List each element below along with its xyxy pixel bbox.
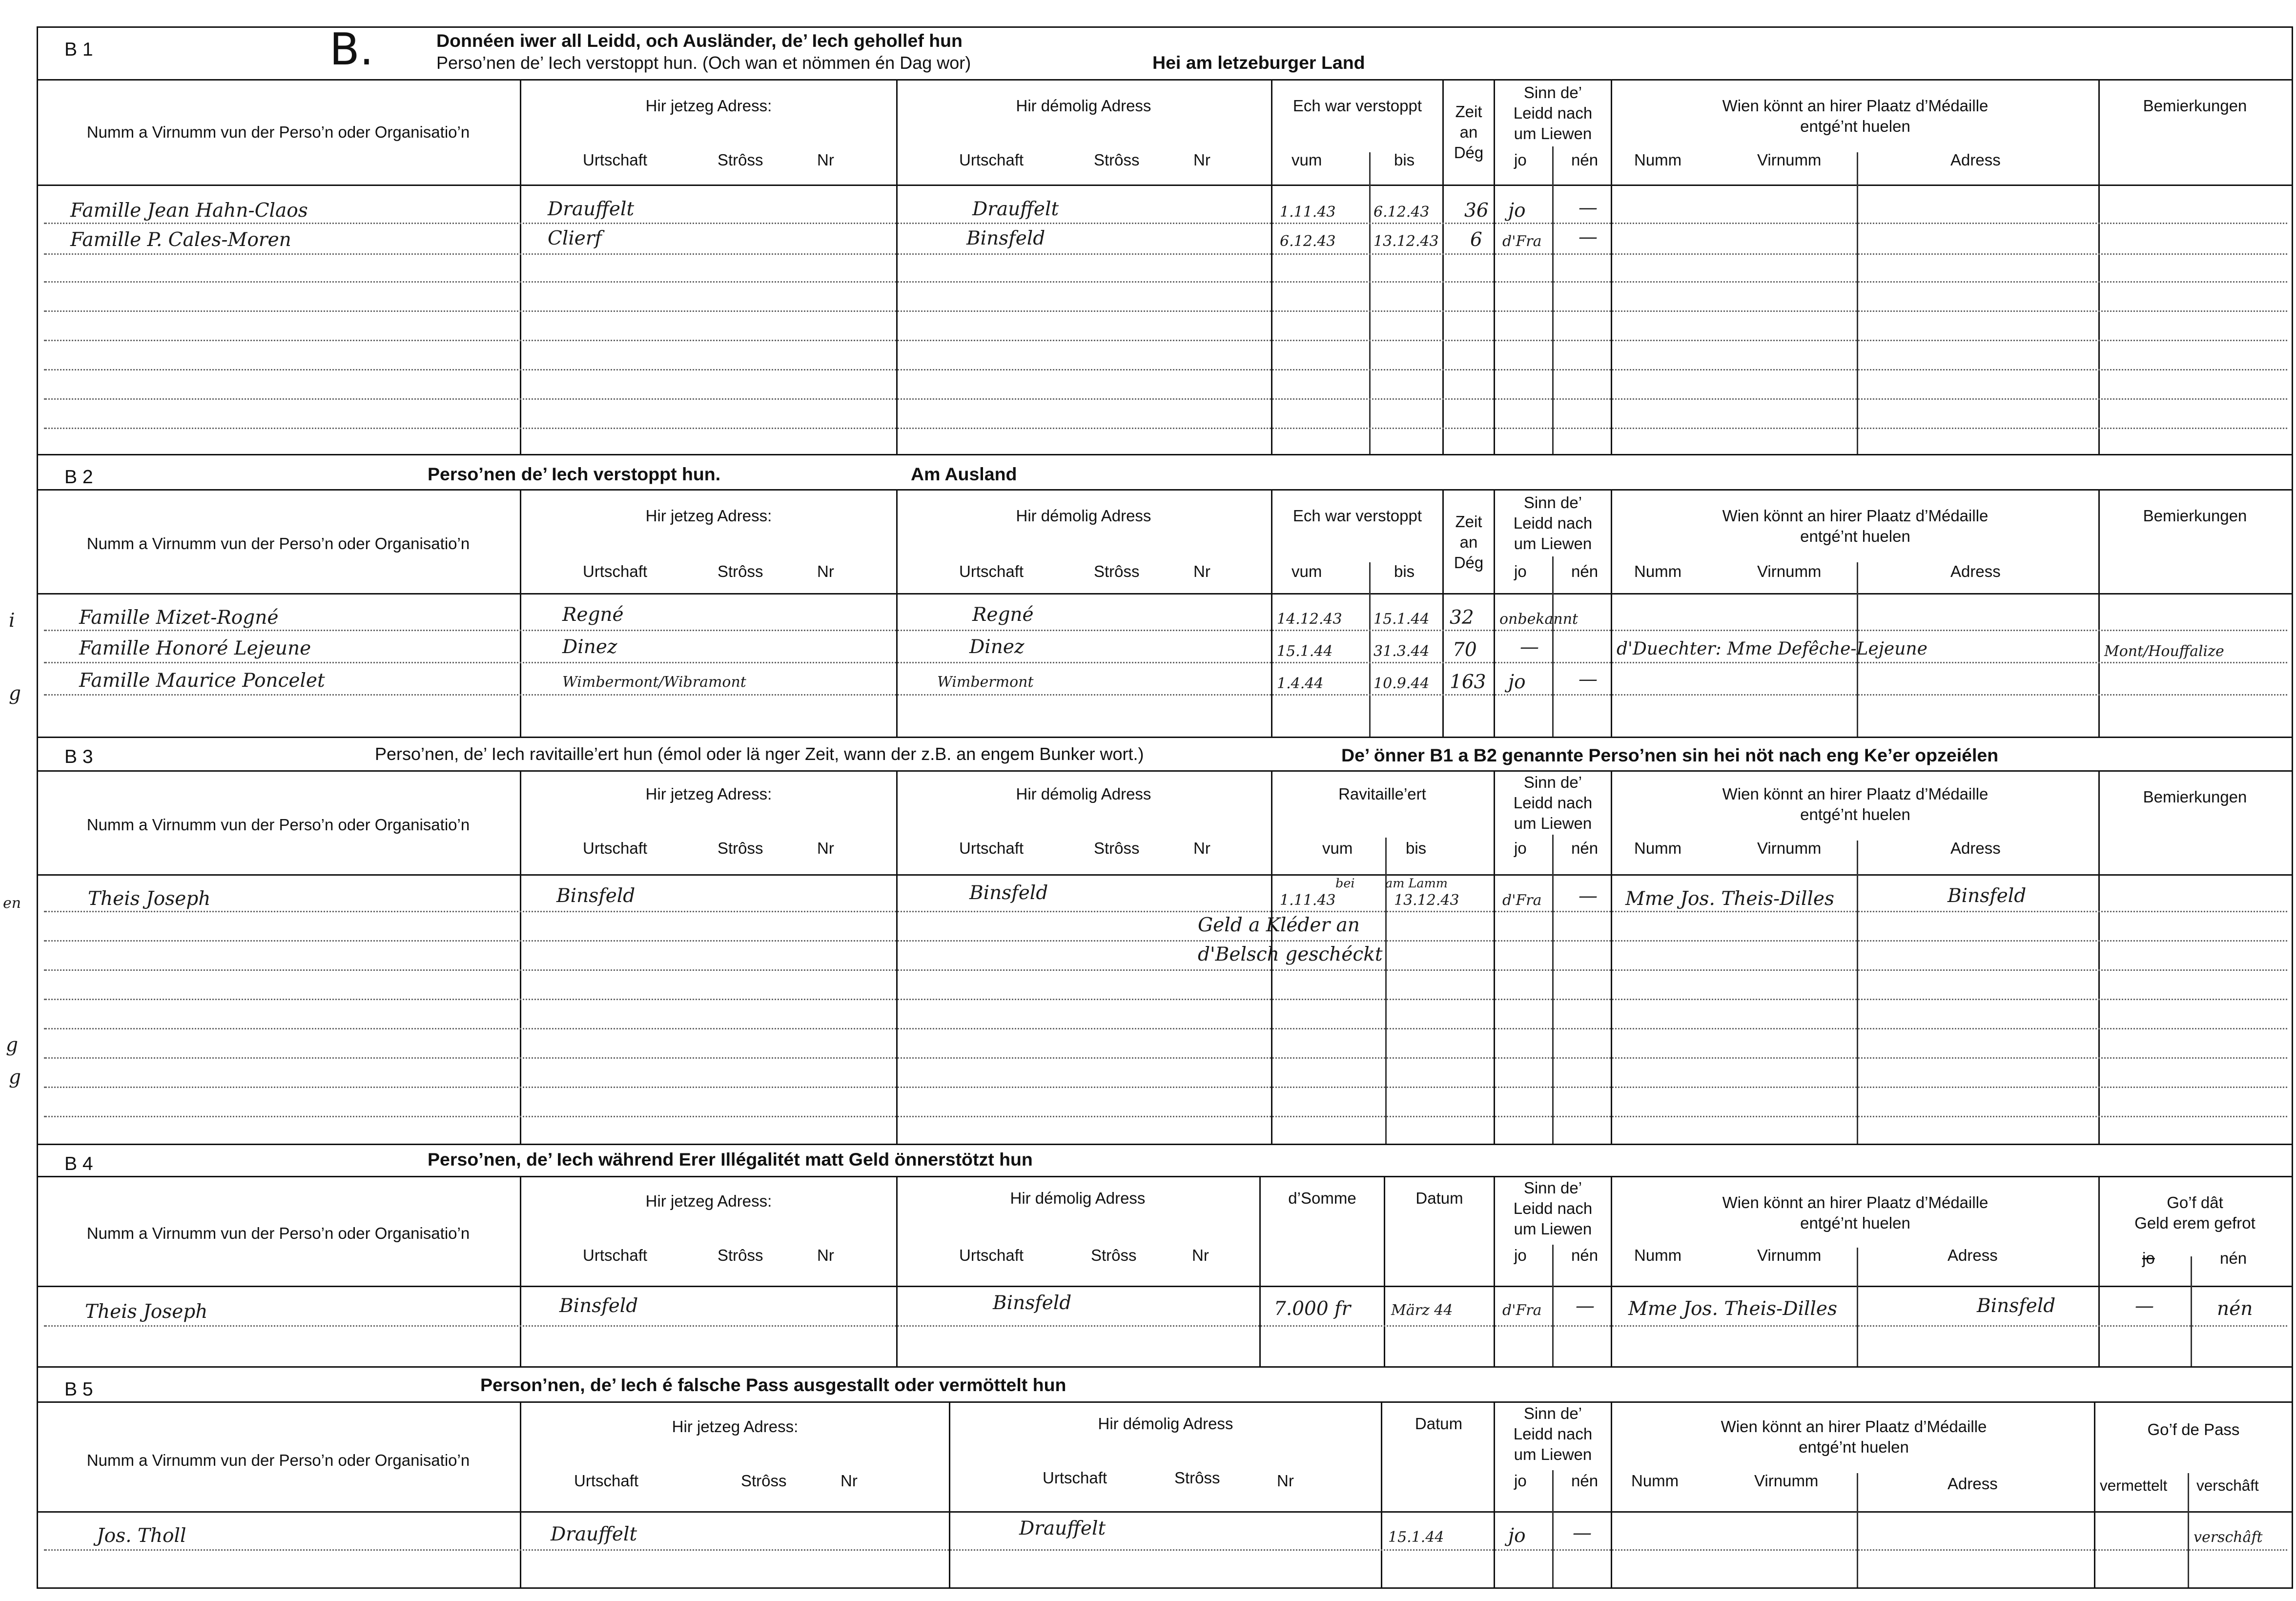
b2-title-right: Am Ausland: [911, 464, 1017, 485]
b4-header-nen: nén: [1571, 1248, 1599, 1265]
b1-row1-no: —: [1578, 198, 1598, 220]
b3-header-former-street: Strôss: [1094, 841, 1140, 858]
b4-row1-gof-jo: —: [2135, 1296, 2154, 1318]
b2-header-current-nr: Nr: [817, 564, 834, 581]
b1-row2-yes: d'Fra: [1502, 234, 1542, 250]
b1-header-time: Zeit an Dég: [1454, 104, 1484, 163]
b4-header-name: Numm a Virnumm vun der Perso’n oder Organisatio’n: [86, 1226, 470, 1243]
b1-title-line2: Perso’nen de’ Iech verstoppt hun. (Och wan et nömmen én Dag wor): [436, 53, 971, 73]
b3-row1-yes: d'Fra: [1502, 893, 1542, 909]
b2-header-from: vum: [1292, 564, 1322, 581]
b3-row1-current: Binsfeld: [556, 886, 636, 908]
b5-header-current-town: Urtschaft: [574, 1473, 639, 1491]
b4-row1-name: Theis Joseph: [85, 1302, 208, 1324]
b1-row1-name: Famille Jean Hahn-Claos: [70, 201, 308, 223]
b1-header-former: Hir démolig Adress: [1016, 98, 1151, 116]
margin-note-3: en: [3, 896, 21, 912]
b2-header-current: Hir jetzeg Adress:: [645, 508, 772, 526]
b5-header-adress: Adress: [1948, 1476, 1998, 1494]
b2-row1-former: Regné: [972, 605, 1034, 627]
b4-header-alive: Sinn de’ Leidd nach um Liewen: [1513, 1180, 1593, 1239]
b3-title: Perso’nen, de’ Iech ravitaille’ert hun (émol oder lä nger Zeit, wann der z.B. an engem Bunker wort.): [375, 744, 1144, 764]
b2-header-nen: nén: [1571, 564, 1599, 581]
b4-row1-former: Binsfeld: [993, 1293, 1072, 1315]
b4-row1-no: —: [1576, 1296, 1595, 1318]
b4-header-current-nr: Nr: [817, 1248, 834, 1265]
b1-row2-to: 13.12.43: [1374, 234, 1439, 250]
b5-row1-yes: jo: [1508, 1526, 1526, 1548]
b1-header-current-town: Urtschaft: [583, 152, 648, 170]
b1-header-adress: Adress: [1950, 152, 2001, 170]
b4-header-sum: d’Somme: [1288, 1190, 1356, 1208]
b1-header-alive: Sinn de’ Leidd nach um Liewen: [1513, 85, 1593, 144]
b3-header-virnumm: Virnumm: [1757, 841, 1822, 858]
b3-note-line1: Geld a Kléder an: [1198, 915, 1360, 937]
b5-header-gof: Go’f de Pass: [2147, 1422, 2240, 1439]
b5-row1-name: Jos. Tholl: [97, 1526, 186, 1548]
b3-header-former: Hir démolig Adress: [1016, 786, 1151, 804]
b1-header-nen: nén: [1571, 152, 1599, 170]
b2-row1-yes: onbekannt: [1499, 612, 1578, 628]
b4-row1-current: Binsfeld: [559, 1296, 638, 1318]
b1-header-hidden: Ech war verstoppt: [1292, 98, 1422, 116]
b3-row1-contact-address: Binsfeld: [1948, 886, 2027, 908]
b1-header-to: bis: [1394, 152, 1415, 170]
b3-header-alive: Sinn de’ Leidd nach um Liewen: [1513, 775, 1593, 833]
b2-row3-name: Famille Maurice Poncelet: [79, 671, 325, 693]
b3-row1-name: Theis Joseph: [88, 889, 211, 911]
b2-row1-name: Famille Mizet-Rogné: [79, 608, 279, 630]
b5-title: Person’nen, de’ Iech é falsche Pass ausgestallt oder vermöttelt hun: [480, 1375, 1066, 1396]
b3-row1-no: —: [1578, 886, 1598, 908]
b5-header-current: Hir jetzeg Adress:: [672, 1419, 799, 1437]
b2-row3-yes: jo: [1508, 672, 1526, 694]
b5-header-numm: Numm: [1631, 1473, 1679, 1491]
b1-header-former-nr: Nr: [1193, 152, 1210, 170]
b2-row3-to: 10.9.44: [1374, 677, 1430, 693]
b4-header-gof-jo: jo: [2142, 1251, 2155, 1268]
b1-header-current: Hir jetzeg Adress:: [645, 98, 772, 116]
b3-header-current: Hir jetzeg Adress:: [645, 786, 772, 804]
b2-header-numm: Numm: [1634, 564, 1682, 581]
b3-header-nen: nén: [1571, 841, 1599, 858]
b5-header-current-nr: Nr: [840, 1473, 858, 1491]
b1-header-remarks: Bemierkungen: [2143, 98, 2247, 116]
b1-row2-from: 6.12.43: [1280, 234, 1336, 250]
b1-row1-days: 36: [1464, 201, 1489, 223]
b3-header-to: bis: [1406, 841, 1427, 858]
b4-header-former-nr: Nr: [1192, 1248, 1209, 1265]
b1-header-numm: Numm: [1634, 152, 1682, 170]
b4-row1-contact: Mme Jos. Theis-Dilles: [1628, 1299, 1838, 1321]
b1-row2-days: 6: [1470, 230, 1482, 252]
b1-header-from: vum: [1292, 152, 1322, 170]
b2-header-current-street: Strôss: [718, 564, 763, 581]
b2-row3-no: —: [1578, 669, 1598, 691]
b2-header-hidden: Ech war verstoppt: [1292, 508, 1422, 526]
b3-header-adress: Adress: [1950, 841, 2001, 858]
margin-note-2: g: [9, 684, 21, 706]
b2-header-to: bis: [1394, 564, 1415, 581]
b1-row1-former: Drauffelt: [972, 199, 1059, 221]
b4-header-jo: jo: [1514, 1248, 1527, 1265]
b1-row1-current: Drauffelt: [548, 199, 635, 221]
b3-header-current-street: Strôss: [718, 841, 763, 858]
b1-header-virnumm: Virnumm: [1757, 152, 1822, 170]
b5-header-nen: nén: [1571, 1473, 1599, 1491]
b1-header-former-street: Strôss: [1094, 152, 1140, 170]
b2-header-jo: jo: [1514, 564, 1527, 581]
b4-header-current: Hir jetzeg Adress:: [645, 1193, 772, 1211]
b2-header-former: Hir démolig Adress: [1016, 508, 1151, 526]
section-code-b2: B 2: [64, 466, 93, 488]
b4-header-former-street: Strôss: [1091, 1248, 1137, 1265]
b4-header-gof-nen: nén: [2220, 1251, 2247, 1268]
b1-header-current-nr: Nr: [817, 152, 834, 170]
b3-note-line2: d'Belsch geschéckt: [1198, 944, 1383, 966]
b1-title-line2-right: Hei am letzeburger Land: [1152, 53, 1365, 73]
b4-row1-contact-address: Binsfeld: [1977, 1296, 2056, 1318]
b4-row1-date: März 44: [1391, 1303, 1453, 1319]
b3-row1-to-note: am Lamm: [1385, 877, 1448, 892]
b3-header-ravit: Ravitaille’ert: [1338, 786, 1426, 804]
b4-header-date: Datum: [1415, 1190, 1463, 1208]
b5-header-alive: Sinn de’ Leidd nach um Liewen: [1513, 1406, 1593, 1464]
b2-row3-current: Wimbermont/Wibramont: [562, 675, 746, 691]
b2-header-name: Numm a Virnumm vun der Perso’n oder Organisatio’n: [86, 536, 470, 554]
b5-row1-verschaft: verschâft: [2194, 1530, 2263, 1546]
b2-row2-remark: Mont/Houffalize: [2104, 644, 2224, 660]
b5-row1-date: 15.1.44: [1388, 1530, 1444, 1546]
b1-row1-yes: jo: [1508, 201, 1526, 223]
b2-row3-former: Wimbermont: [937, 675, 1034, 691]
margin-note-5: g: [9, 1067, 21, 1089]
b5-header-vermettelt: vermettelt: [2100, 1478, 2168, 1495]
b3-header-medal: Wien könnt an hirer Plaatz d’Médaille entgé’nt huelen: [1722, 786, 1988, 824]
b1-row2-no: —: [1578, 227, 1598, 249]
margin-note-4: g: [6, 1035, 18, 1057]
b1-title-line1: Donnéen iwer all Leidd, och Ausländer, de’ Iech gehollef hun: [436, 31, 963, 51]
b2-row3-days: 163: [1450, 672, 1486, 694]
b3-row1-from-note: bei: [1335, 877, 1355, 892]
b5-header-jo: jo: [1514, 1473, 1527, 1491]
b2-row2-to: 31.3.44: [1374, 644, 1430, 660]
b5-header-verschaft: verschâft: [2196, 1478, 2259, 1495]
b2-row3-from: 1.4.44: [1277, 677, 1324, 693]
b5-row1-current: Drauffelt: [551, 1524, 637, 1546]
b2-header-former-nr: Nr: [1193, 564, 1210, 581]
b4-row1-yes: d'Fra: [1502, 1303, 1542, 1319]
section-code-b3: B 3: [64, 745, 93, 767]
b3-header-current-nr: Nr: [817, 841, 834, 858]
b2-header-former-street: Strôss: [1094, 564, 1140, 581]
b5-header-virnumm: Virnumm: [1754, 1473, 1819, 1491]
b2-header-virnumm: Virnumm: [1757, 564, 1822, 581]
b5-row1-former: Drauffelt: [1019, 1519, 1106, 1540]
b2-row2-former: Dinez: [969, 637, 1025, 659]
b3-header-former-town: Urtschaft: [959, 841, 1024, 858]
b4-header-numm: Numm: [1634, 1248, 1682, 1265]
b2-row1-current: Regné: [562, 605, 624, 627]
b3-row1-contact: Mme Jos. Theis-Dilles: [1625, 889, 1835, 911]
b2-title: Perso’nen de’ Iech verstoppt hun.: [428, 464, 721, 485]
b3-header-remarks: Bemierkungen: [2143, 789, 2247, 807]
b3-header-current-town: Urtschaft: [583, 841, 648, 858]
section-code-b4: B 4: [64, 1152, 93, 1174]
b5-header-medal: Wien könnt an hirer Plaatz d’Médaille entgé’nt huelen: [1721, 1419, 1987, 1457]
b1-header-current-street: Strôss: [718, 152, 763, 170]
b2-row2-current: Dinez: [562, 637, 617, 659]
b5-header-date: Datum: [1414, 1416, 1463, 1434]
b3-row1-from: 1.11.43: [1280, 893, 1336, 909]
b3-header-jo: jo: [1514, 841, 1527, 858]
b5-header-former: Hir démolig Adress: [1098, 1416, 1233, 1434]
section-code-b1: B 1: [64, 38, 93, 60]
b3-header-numm: Numm: [1634, 841, 1682, 858]
form-letter: B.: [329, 25, 374, 76]
b4-header-adress: Adress: [1948, 1248, 1998, 1265]
b4-header-current-street: Strôss: [718, 1248, 763, 1265]
b5-header-name: Numm a Virnumm vun der Perso’n oder Organisatio’n: [86, 1453, 470, 1470]
b4-header-gof: Go’f dât Geld erem gefrot: [2134, 1195, 2255, 1233]
b1-header-jo: jo: [1514, 152, 1527, 170]
b2-header-alive: Sinn de’ Leidd nach um Liewen: [1513, 495, 1593, 554]
b2-row2-days: 70: [1453, 640, 1477, 662]
b3-row1-to: 13.12.43: [1394, 893, 1459, 909]
b2-row2-yes: —: [1520, 637, 1539, 659]
b2-row1-to: 15.1.44: [1374, 612, 1430, 628]
b3-header-former-nr: Nr: [1193, 841, 1210, 858]
b3-row1-former: Binsfeld: [969, 883, 1048, 905]
b2-row1-days: 32: [1450, 608, 1474, 630]
b2-row2-from: 15.1.44: [1277, 644, 1333, 660]
b4-header-medal: Wien könnt an hirer Plaatz d’Médaille entgé’nt huelen: [1722, 1195, 1988, 1233]
margin-note-1: i: [9, 611, 15, 633]
b2-row2-name: Famille Honoré Lejeune: [79, 638, 311, 660]
b1-row2-current: Clierf: [548, 228, 602, 250]
b1-row2-name: Famille P. Cales-Moren: [70, 230, 291, 252]
b4-header-former: Hir démolig Adress: [1010, 1190, 1146, 1208]
b1-header-medal: Wien könnt an hirer Plaatz d’Médaille entgé’nt huelen: [1722, 98, 1988, 136]
b5-row1-no: —: [1573, 1523, 1592, 1545]
b2-header-remarks: Bemierkungen: [2143, 508, 2247, 526]
b3-header-from: vum: [1322, 841, 1353, 858]
b4-row1-gof-nen: nén: [2217, 1299, 2253, 1321]
b2-header-medal: Wien könnt an hirer Plaatz d’Médaille entgé’nt huelen: [1722, 508, 1988, 546]
b5-header-former-nr: Nr: [1277, 1473, 1294, 1491]
b4-header-virnumm: Virnumm: [1757, 1248, 1822, 1265]
b5-header-former-town: Urtschaft: [1043, 1470, 1107, 1488]
b2-row1-from: 14.12.43: [1277, 612, 1342, 628]
b4-row1-sum: 7.000 fr: [1274, 1299, 1351, 1321]
b1-header-former-town: Urtschaft: [959, 152, 1024, 170]
b3-header-name: Numm a Virnumm vun der Perso’n oder Organisatio’n: [86, 817, 470, 835]
b2-header-current-town: Urtschaft: [583, 564, 648, 581]
b2-header-time: Zeit an Dég: [1454, 514, 1484, 573]
b1-header-name: Numm a Virnumm vun der Perso’n oder Organisatio’n: [86, 124, 470, 142]
b2-header-former-town: Urtschaft: [959, 564, 1024, 581]
b4-header-former-town: Urtschaft: [959, 1248, 1024, 1265]
b3-title-right: De’ önner B1 a B2 genannte Perso’nen sin hei nöt nach eng Ke’er opzeiélen: [1341, 745, 1999, 766]
b1-row1-from: 1.11.43: [1280, 205, 1336, 221]
b5-header-former-street: Strôss: [1174, 1470, 1220, 1488]
b2-header-adress: Adress: [1950, 564, 2001, 581]
b4-title: Perso’nen, de’ Iech während Erer Illégalitét matt Geld önnerstötzt hun: [428, 1149, 1033, 1170]
b1-row2-former: Binsfeld: [966, 228, 1046, 250]
b5-header-current-street: Strôss: [741, 1473, 787, 1491]
section-code-b5: B 5: [64, 1378, 93, 1400]
b1-row1-to: 6.12.43: [1374, 205, 1430, 221]
b4-header-current-town: Urtschaft: [583, 1248, 648, 1265]
b2-row2-contact: d'Duechter: Mme Defêche-Lejeune: [1617, 638, 1927, 659]
